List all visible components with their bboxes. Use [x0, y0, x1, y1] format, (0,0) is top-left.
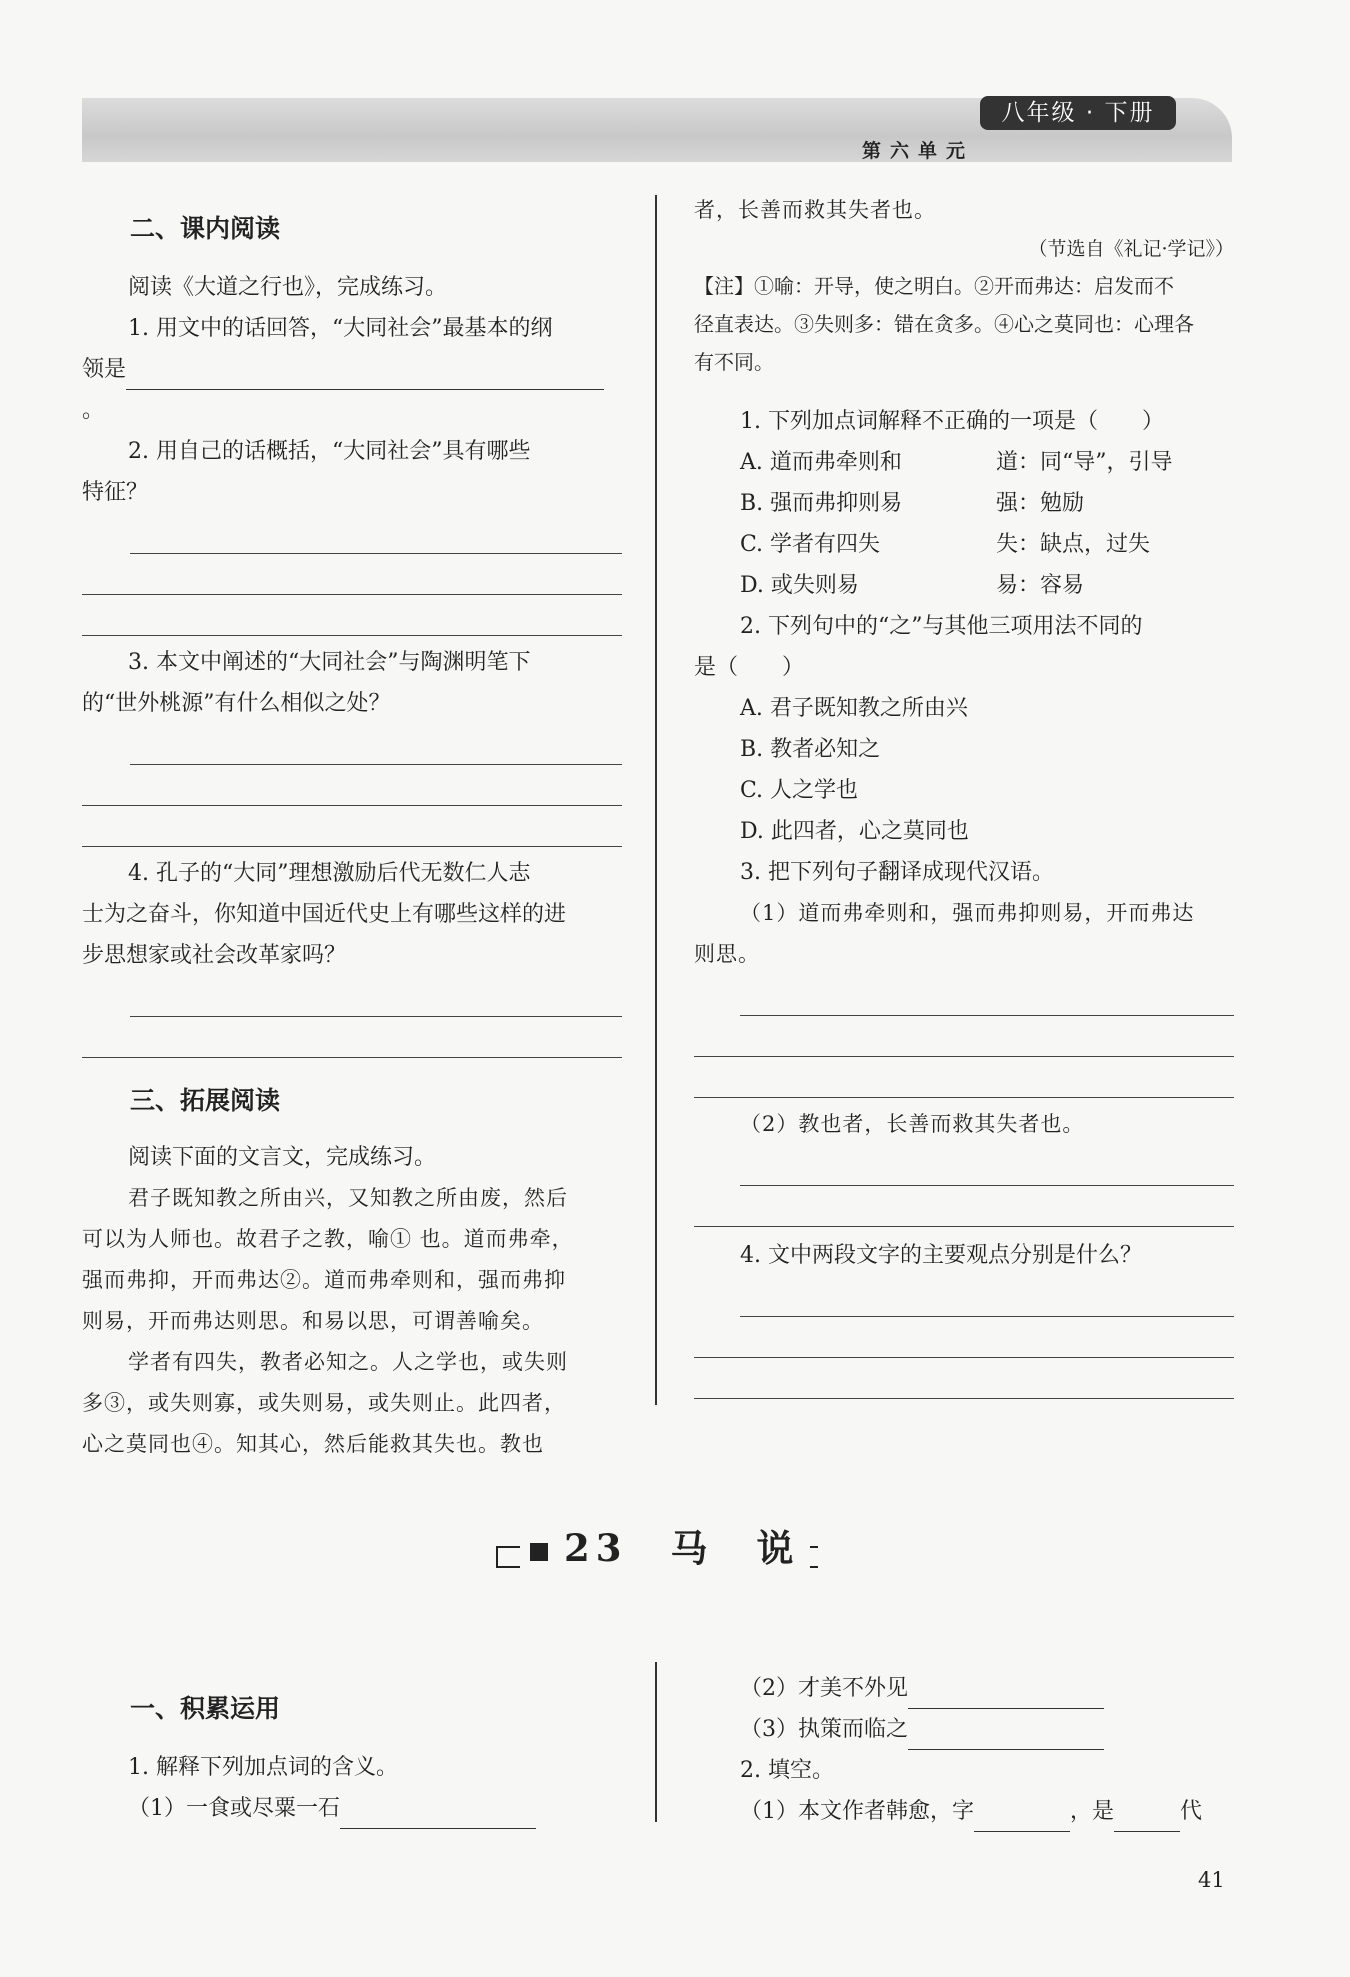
question-4-cont: 步思想家或社会改革家吗？ — [82, 943, 347, 968]
q1-suffix: 。 — [82, 398, 105, 423]
lesson-title-text — [520, 1518, 810, 1572]
question-1-cont — [82, 349, 622, 431]
note-line: 【注】①喻：开导，使之明白。②开而弗达：启发而不 — [694, 274, 1174, 298]
section-title-extended: 三、拓展阅读 — [130, 1086, 281, 1115]
square-bullet-icon — [530, 1543, 548, 1561]
lesson-number: 23 — [564, 1526, 628, 1570]
option-gloss: 易：容易 — [996, 573, 1085, 598]
instruction: 阅读《大道之行也》，完成练习。 — [128, 275, 448, 300]
answer-blank[interactable] — [340, 1828, 536, 1829]
mc-question-2: 2. 下列句中的“之”与其他三项用法不同的 — [740, 614, 1143, 639]
fill-blank-item-1 — [694, 1791, 1234, 1832]
question-2-cont: 特征？ — [82, 480, 149, 505]
question-1: 1. 用文中的话回答，“大同社会”最基本的纲 — [128, 316, 553, 341]
mc-question-1-options — [694, 442, 1234, 606]
answer-line[interactable] — [694, 1358, 1234, 1399]
unit-label: 第六单元 — [862, 140, 975, 162]
answer-line[interactable] — [694, 1317, 1234, 1358]
translate-item-1: （1）道而弗牵则和，强而弗抑则易，开而弗达 — [740, 901, 1195, 925]
answer-line[interactable] — [82, 513, 622, 554]
option-a[interactable] — [740, 442, 1234, 483]
option-c[interactable] — [740, 524, 1234, 565]
passage-line: 则易，开而弗达则思。和易以思，可谓善喻矣。 — [82, 1309, 544, 1333]
lesson-title — [496, 1520, 816, 1570]
option-text: B. 强而弗抑则易 — [740, 491, 903, 516]
classical-passage — [82, 1178, 622, 1465]
option-gloss: 失：缺点，过失 — [996, 532, 1151, 557]
annotation-notes — [694, 267, 1234, 381]
left-column-top — [82, 208, 622, 1465]
fill-blank-question: 2. 填空。 — [740, 1758, 834, 1783]
instruction-extended: 阅读下面的文言文，完成练习。 — [128, 1145, 437, 1170]
section-title-accumulate: 一、积累运用 — [130, 1694, 281, 1723]
grade-tab: 八年级 · 下册 — [980, 96, 1176, 130]
note-line: 有不同。 — [694, 350, 774, 374]
answer-line[interactable] — [82, 595, 622, 636]
option-text: A. 道而弗牵则和 — [740, 450, 902, 475]
question-2: 2. 用自己的话概括，“大同社会”具有哪些 — [128, 439, 531, 464]
question-main-ideas: 4. 文中两段文字的主要观点分别是什么？ — [740, 1243, 1142, 1268]
passage-line: 多③，或失则寡，或失则易，或失则止。此四者， — [82, 1391, 566, 1415]
question-4-cont: 士为之奋斗，你知道中国近代史上有哪些这样的进 — [82, 902, 567, 927]
question-3-cont: 的“世外桃源”有什么相似之处？ — [82, 691, 391, 716]
answer-line[interactable] — [82, 976, 622, 1017]
answer-line[interactable] — [694, 1057, 1234, 1098]
section-title-in-class: 二、课内阅读 — [130, 214, 281, 243]
vocab-item-text: （2）才美不外见 — [740, 1676, 908, 1701]
fill-text: 代 — [1180, 1799, 1203, 1824]
answer-line[interactable] — [694, 1276, 1234, 1317]
fill-text: （1）本文作者韩愈，字 — [740, 1799, 974, 1824]
answer-blank[interactable] — [1114, 1831, 1180, 1832]
lesson-name: 马 说 — [670, 1526, 800, 1570]
vocab-item-text: （3）执策而临之 — [740, 1717, 908, 1742]
column-divider-bottom — [655, 1662, 657, 1822]
answer-line[interactable] — [694, 975, 1234, 1016]
mc-question-2-options — [694, 688, 1234, 852]
answer-blank-q1[interactable] — [126, 389, 604, 390]
left-column-bottom — [82, 1688, 622, 1829]
option-gloss: 强：勉励 — [996, 491, 1085, 516]
answer-line[interactable] — [694, 1016, 1234, 1057]
passage-line: 君子既知教之所由兴，又知教之所由废，然后 — [128, 1186, 568, 1210]
vocab-item-text: （1）一食或尽粟一石 — [128, 1796, 340, 1821]
column-divider-top — [655, 195, 657, 1405]
vocab-item-1 — [82, 1788, 622, 1829]
answer-line[interactable] — [82, 765, 622, 806]
option-gloss: 道：同“导”，引导 — [996, 450, 1173, 475]
fill-text: ，是 — [1070, 1799, 1115, 1824]
mc-question-2-cont: 是（ ） — [694, 655, 805, 680]
answer-line[interactable] — [694, 1145, 1234, 1186]
translate-item-2: （2）教也者，长善而救其失者也。 — [740, 1112, 1085, 1136]
answer-blank[interactable] — [974, 1831, 1070, 1832]
note-line: 径直表达。③失则多：错在贪多。④心之莫同也：心理各 — [694, 312, 1194, 336]
translate-item-1-cont: 则思。 — [694, 942, 760, 966]
answer-line[interactable] — [82, 1017, 622, 1058]
option-text: C. 学者有四失 — [740, 532, 881, 557]
passage-line: 强而弗抑，开而弗达②。道而弗牵则和，强而弗抑 — [82, 1268, 566, 1292]
option-text: D. 或失则易 — [740, 573, 859, 598]
option-a[interactable]: A. 君子既知教之所由兴 — [740, 696, 968, 721]
answer-line[interactable] — [82, 724, 622, 765]
answer-line[interactable] — [694, 1186, 1234, 1227]
option-b[interactable] — [740, 483, 1234, 524]
option-b[interactable]: B. 教者必知之 — [740, 737, 881, 762]
vocab-item-2 — [694, 1668, 1234, 1709]
answer-blank[interactable] — [908, 1749, 1104, 1750]
passage-line: 心之莫同也④。知其心，然后能救其失也。教也 — [82, 1432, 544, 1456]
vocab-question: 1. 解释下列加点词的含义。 — [128, 1755, 398, 1780]
question-3: 3. 本文中阐述的“大同社会”与陶渊明笔下 — [128, 650, 531, 675]
answer-line[interactable] — [82, 806, 622, 847]
passage-source: （节选自《礼记·学记》） — [1028, 238, 1234, 260]
option-d[interactable]: D. 此四者，心之莫同也 — [740, 819, 969, 844]
option-d[interactable] — [740, 565, 1234, 606]
answer-line[interactable] — [82, 554, 622, 595]
passage-line: 可以为人师也。故君子之教，喻① 也。道而弗牵， — [82, 1227, 574, 1251]
option-c[interactable]: C. 人之学也 — [740, 778, 859, 803]
translate-question: 3. 把下列句子翻译成现代汉语。 — [740, 860, 1054, 885]
question-4: 4. 孔子的“大同”理想激励后代无数仁人志 — [128, 861, 531, 886]
right-column-top — [694, 190, 1234, 1399]
page-number: 41 — [1198, 1868, 1225, 1892]
right-column-bottom — [694, 1668, 1234, 1832]
mc-question-1: 1. 下列加点词解释不正确的一项是（ ） — [740, 409, 1164, 434]
passage-end: 者，长善而救其失者也。 — [694, 198, 936, 222]
passage-line: 学者有四失，教者必知之。人之学也，或失则 — [128, 1350, 568, 1374]
vocab-item-3 — [694, 1709, 1234, 1750]
q1-prefix: 领是 — [82, 357, 127, 382]
